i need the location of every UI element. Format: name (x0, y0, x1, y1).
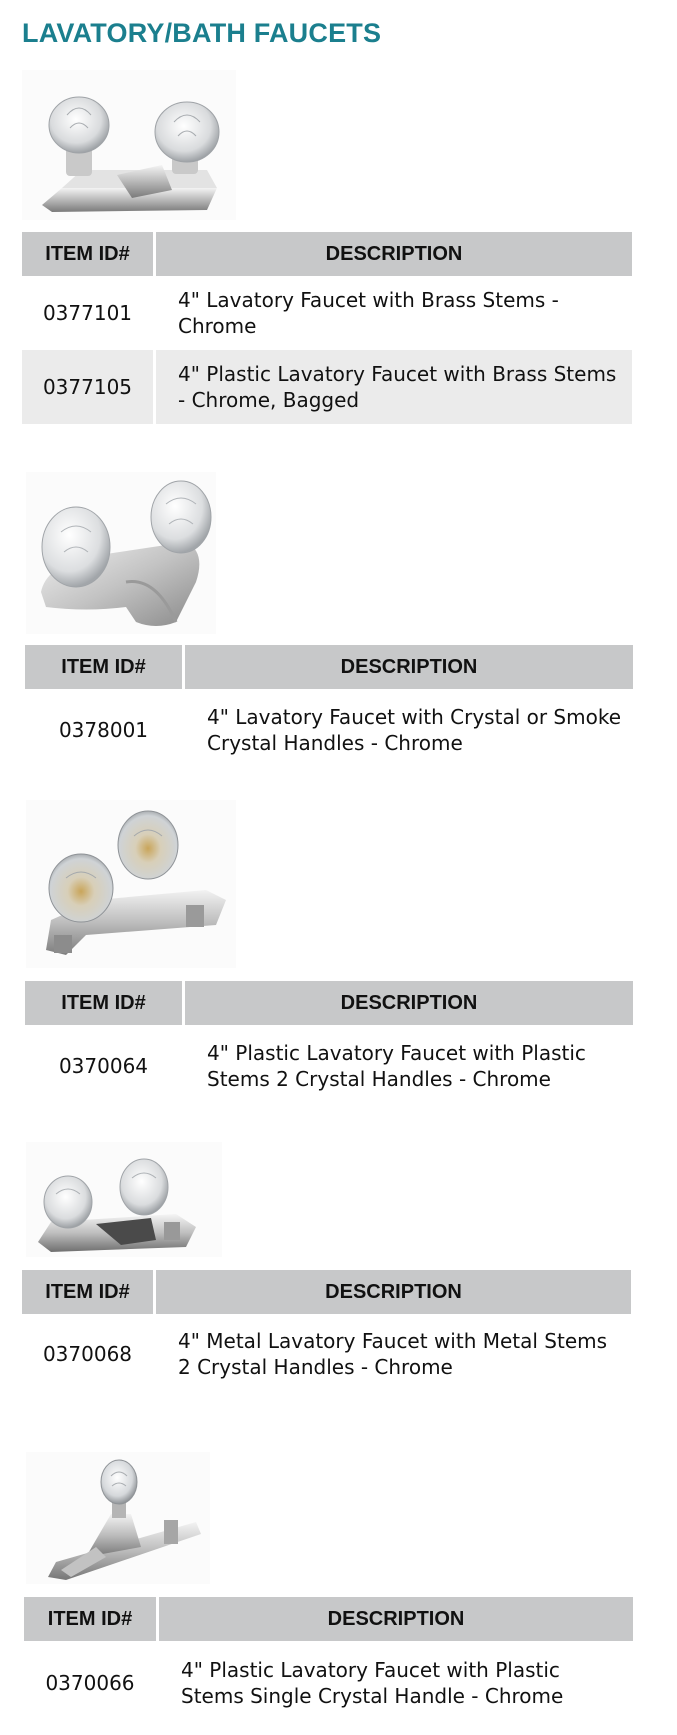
item-id-header: ITEM ID# (22, 232, 153, 276)
product-table (19, 232, 635, 424)
description-header: DESCRIPTION (185, 981, 633, 1025)
table-row (22, 350, 632, 424)
item-description: 4" Plastic Lavatory Faucet with Plastic Stems 2 Crystal Handles - Chrome (207, 1041, 586, 1091)
item-description: 4" Plastic Lavatory Faucet with Brass Stems - Chrome, Bagged (156, 350, 632, 424)
item-id-header: ITEM ID# (25, 981, 182, 1025)
item-id: 0370066 (45, 1671, 135, 1695)
item-description: 4" Plastic Lavatory Faucet with Plastic Stems Single Crystal Handle - Chrome (181, 1658, 564, 1708)
item-id: 0377105 (22, 350, 153, 424)
item-id: 0370064 (58, 1054, 149, 1078)
item-id: 0378001 (58, 718, 149, 742)
page-title: LAVATORY/BATH FAUCETS (22, 18, 382, 48)
item-id-header: ITEM ID# (24, 1597, 156, 1641)
product-table (22, 981, 636, 1107)
table-row (25, 1025, 633, 1107)
product-image-two-handle-faucet (22, 70, 236, 220)
description-header: DESCRIPTION (156, 232, 632, 276)
item-description: 4" Lavatory Faucet with Crystal or Smoke Crystal Handles - Chrome (207, 705, 622, 755)
product-table (22, 645, 636, 771)
product-table (19, 1270, 634, 1394)
table-row (25, 689, 633, 771)
description-header: DESCRIPTION (159, 1597, 633, 1641)
table-row (24, 1641, 633, 1725)
product-image-two-handle-faucet (26, 472, 216, 634)
product-table (21, 1597, 636, 1725)
item-description: 4" Lavatory Faucet with Brass Stems - Chrome (178, 288, 559, 338)
item-id-header: ITEM ID# (25, 645, 182, 689)
table-row (22, 276, 632, 350)
table-row (22, 1314, 631, 1394)
item-id-header: ITEM ID# (22, 1270, 153, 1314)
product-image-two-handle-faucet (26, 1142, 222, 1257)
description-header: DESCRIPTION (185, 645, 633, 689)
product-image-two-handle-faucet (26, 800, 236, 968)
item-id: 0377101 (42, 301, 133, 325)
item-id: 0370068 (42, 1342, 133, 1366)
description-header: DESCRIPTION (156, 1270, 631, 1314)
product-image-single-handle-faucet (26, 1452, 210, 1584)
item-description: 4" Metal Lavatory Faucet with Metal Stems 2 Crystal Handles - Chrome (178, 1329, 608, 1379)
